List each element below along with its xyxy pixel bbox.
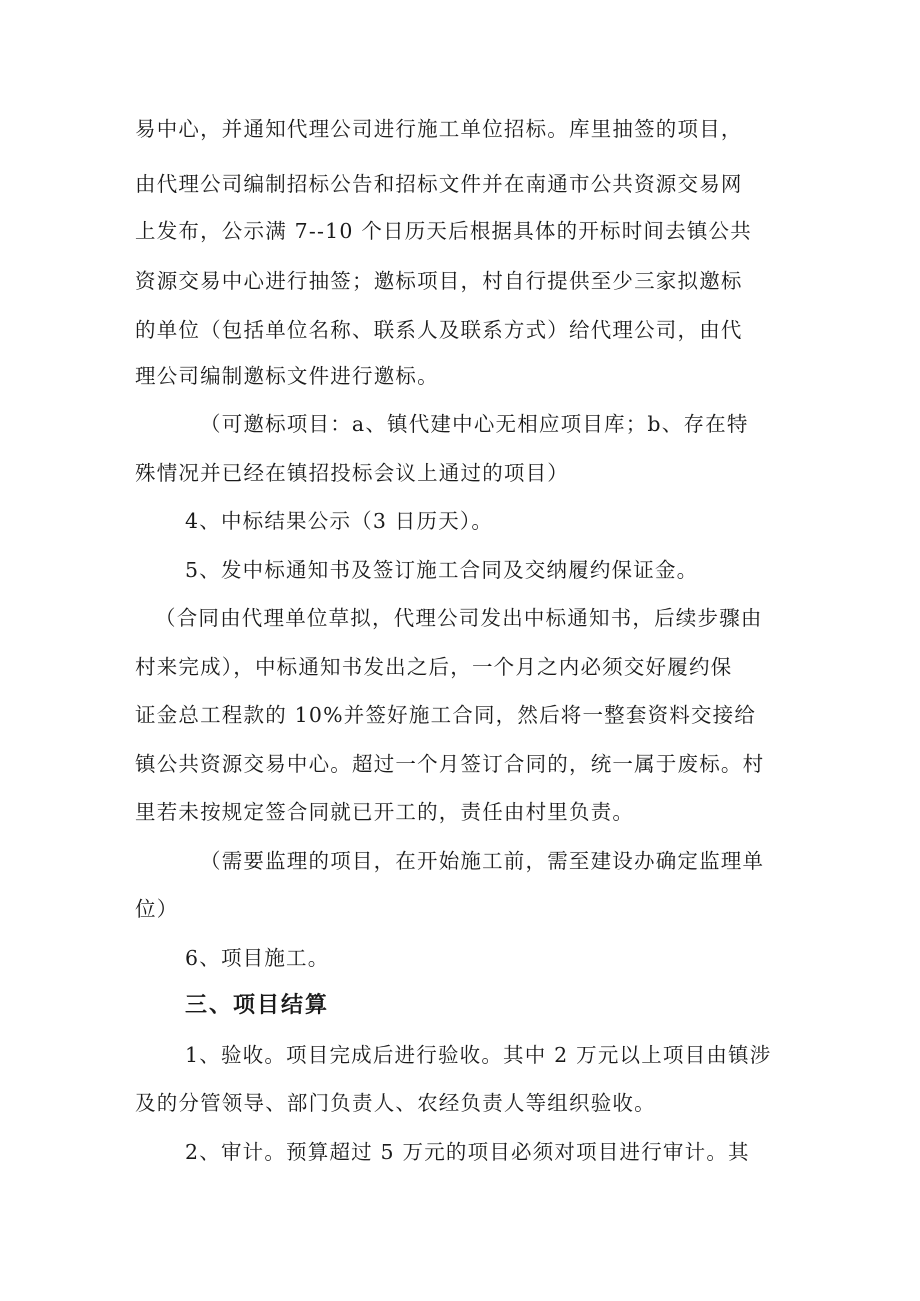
paragraph-line: 村来完成），中标通知书发出之后，一个月之内必须交好履约保 xyxy=(135,655,733,679)
list-item-2: 2、审计。预算超过 5 万元的项目必须对项目进行审计。其 xyxy=(185,1140,750,1164)
paragraph-line: 理公司编制邀标文件进行邀标。 xyxy=(135,364,439,388)
list-item-6: 6、项目施工。 xyxy=(185,946,330,970)
note-line: （需要监理的项目，在开始施工前，需至建设办确定监理单 xyxy=(200,849,765,873)
list-item-1: 1、验收。项目完成后进行验收。其中 2 万元以上项目由镇涉 xyxy=(185,1043,772,1067)
paragraph-line: 上发布，公示满 7--10 个日历天后根据具体的开标时间去镇公共 xyxy=(135,219,752,243)
paragraph-line: 及的分管领导、部门负责人、农经负责人等组织验收。 xyxy=(135,1091,656,1115)
note-line: 殊情况并已经在镇招投标会议上通过的项目） xyxy=(135,461,569,485)
paragraph-line: 镇公共资源交易中心。超过一个月签订合同的，统一属于废标。村 xyxy=(135,752,765,776)
paragraph-line: （合同由代理单位草拟，代理公司发出中标通知书，后续步骤由 xyxy=(155,606,763,630)
list-item-4: 4、中标结果公示（3 日历天）。 xyxy=(185,509,494,533)
paragraph-line: 由代理公司编制招标公告和招标文件并在南通市公共资源交易网 xyxy=(135,172,743,196)
section-heading: 三、项目结算 xyxy=(185,993,330,1018)
note-line: （可邀标项目：a、镇代建中心无相应项目库；b、存在特 xyxy=(200,412,749,436)
paragraph-line: 里若未按规定签合同就已开工的，责任由村里负责。 xyxy=(135,800,635,824)
paragraph-line: 资源交易中心进行抽签；邀标项目，村自行提供至少三家拟邀标 xyxy=(135,269,743,293)
list-item-5: 5、发中标通知书及签订施工合同及交纳履约保证金。 xyxy=(185,558,699,582)
paragraph-line: 易中心，并通知代理公司进行施工单位招标。库里抽签的项目， xyxy=(135,117,743,141)
note-line: 位） xyxy=(135,897,179,921)
paragraph-line: 的单位（包括单位名称、联系人及联系方式）给代理公司，由代 xyxy=(135,318,743,342)
paragraph-line: 证金总工程款的 10%并签好施工合同，然后将一整套资料交接给 xyxy=(135,703,757,727)
